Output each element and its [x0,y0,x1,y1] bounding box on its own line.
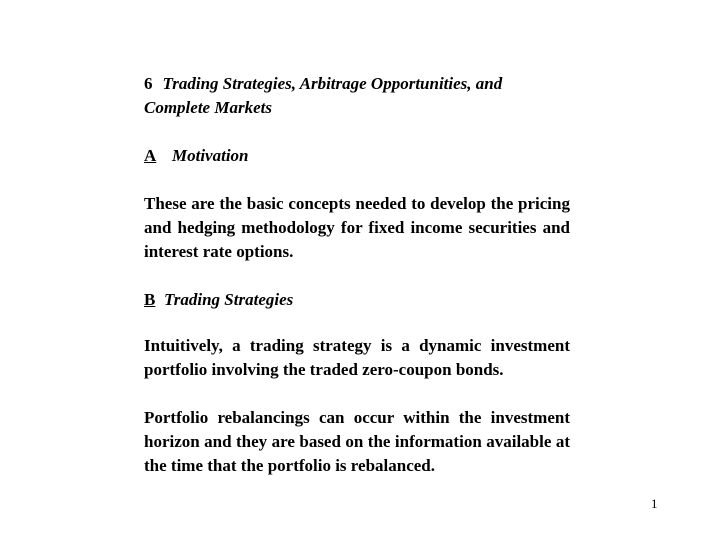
paragraph-motivation: These are the basic concepts needed to develop the pricing and hedging methodology for fixed income securities and interest rate options. [144,194,570,261]
chapter-heading [144,72,570,120]
page-number: 1 [651,496,658,511]
paragraph-trading-strategy: Intuitively, a trading strategy is a dynamic investment portfolio involving the traded zero-coupon bonds. [144,336,570,379]
slide-content [144,72,570,478]
section-title: Trading Strategies [164,290,294,309]
section-title: Motivation [172,146,249,165]
section-letter: B [144,290,156,309]
section-letter: A [144,146,157,165]
chapter-title: Trading Strategies, Arbitrage Opportunities, and Complete Markets [144,74,503,117]
paragraph-rebalancing: Portfolio rebalancings can occur within the investment horizon and they are based on the information available at the time that the portfolio is rebalanced. [144,408,570,475]
section-heading-b [144,288,570,312]
chapter-number: 6 [144,74,153,93]
section-heading-a [144,144,570,168]
